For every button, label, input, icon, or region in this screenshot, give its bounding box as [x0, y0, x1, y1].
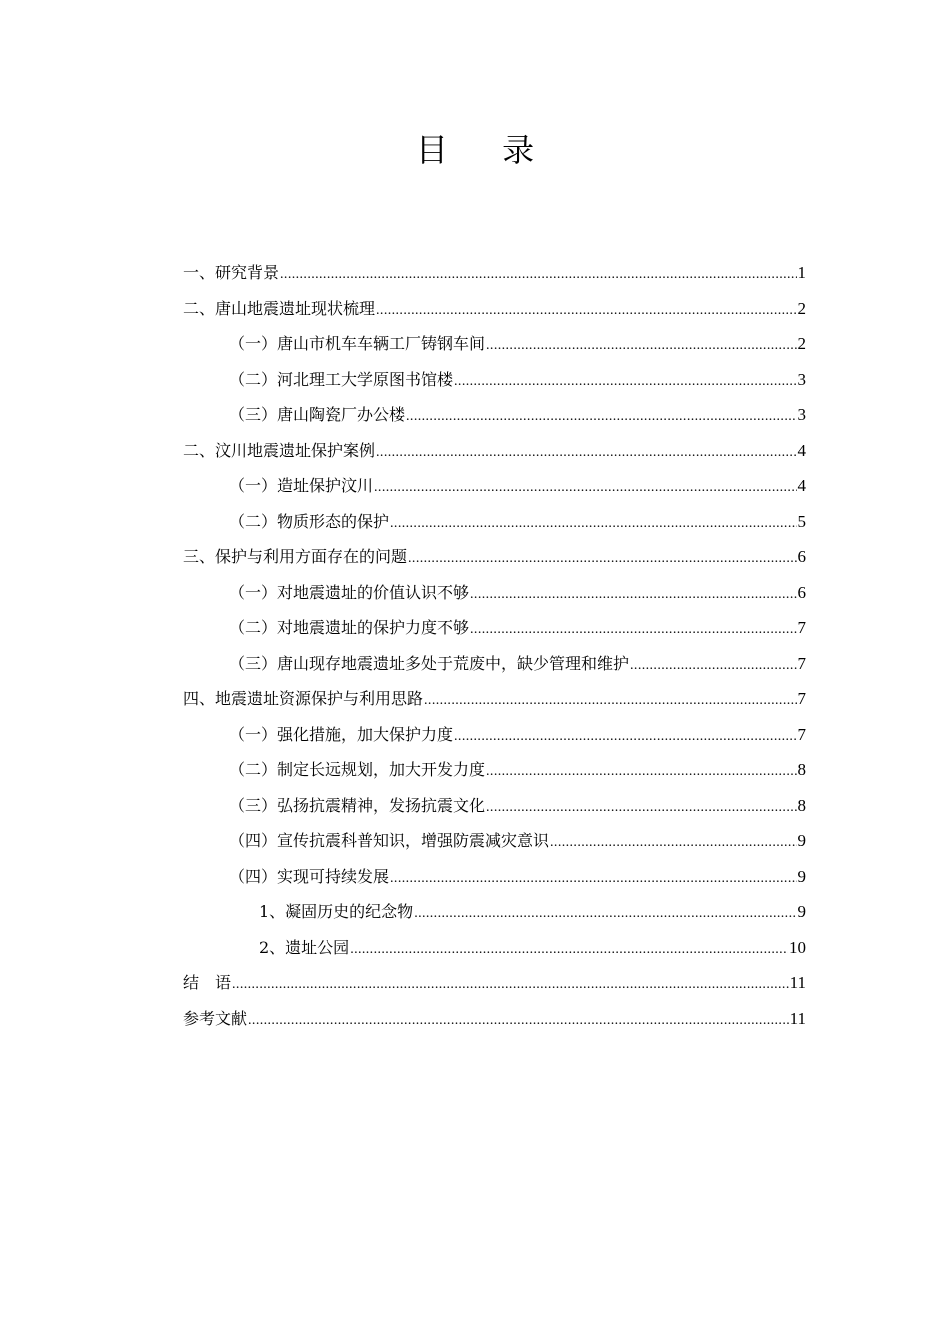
- toc-entry-page-number: 2: [797, 334, 806, 353]
- toc-dot-leader: [374, 470, 796, 506]
- toc-entry-page-number: 3: [797, 405, 806, 424]
- toc-entry-page-number: 6: [797, 582, 806, 602]
- toc-entry[interactable]: [183, 362, 806, 398]
- toc-dot-leader: [470, 577, 796, 613]
- toc-entry-label: （一）强化措施，加大保护力度: [229, 724, 454, 744]
- toc-entry-label: 二、汶川地震遗址保护案例: [183, 440, 376, 460]
- toc-entry-label: （一）造址保护汶川: [229, 476, 374, 495]
- toc-entry-label: 1、凝固历史的纪念物: [259, 902, 414, 921]
- toc-entry-page-number: 4: [797, 476, 806, 495]
- toc-entry-page-number: 3: [797, 369, 806, 389]
- toc-dot-leader: [470, 612, 796, 648]
- toc-entry-page-number: 11: [789, 973, 806, 992]
- toc-entry-page-number: 4: [797, 440, 806, 460]
- toc-dot-leader: [408, 541, 796, 577]
- toc-dot-leader: [424, 683, 796, 719]
- toc-dot-leader: [390, 506, 796, 542]
- toc-dot-leader: [550, 825, 796, 861]
- toc-entry-page-number: 7: [797, 689, 806, 708]
- toc-entry-label: （二）物质形态的保护: [229, 511, 390, 531]
- toc-entry-label: （二）制定长远规划，加大开发力度: [229, 760, 486, 779]
- toc-entry[interactable]: [183, 646, 806, 682]
- toc-entry[interactable]: [183, 539, 806, 575]
- toc-entry-label: （四）实现可持续发展: [229, 866, 390, 886]
- toc-entry-page-number: 7: [797, 724, 806, 744]
- toc-dot-leader: [280, 257, 796, 293]
- toc-entry[interactable]: [183, 930, 806, 966]
- toc-dot-leader: [486, 754, 796, 790]
- toc-dot-leader: [376, 293, 796, 329]
- toc-dot-leader: [486, 328, 796, 364]
- toc-entry-label: 二、唐山地震遗址现状梳理: [183, 298, 376, 318]
- toc-entry-page-number: 7: [797, 653, 806, 673]
- toc-entry-page-number: 8: [797, 795, 806, 815]
- toc-entry[interactable]: [183, 468, 806, 504]
- toc-entry-label: （三）弘扬抗震精神，发扬抗震文化: [229, 795, 486, 815]
- toc-entry-page-number: 9: [797, 866, 806, 886]
- toc-dot-leader: [232, 967, 789, 1003]
- table-of-contents: [183, 255, 806, 1036]
- toc-entry[interactable]: [183, 326, 806, 362]
- toc-entry-page-number: 11: [789, 1008, 806, 1028]
- toc-entry[interactable]: [183, 255, 806, 291]
- toc-entry-page-number: 6: [797, 547, 806, 566]
- toc-entry[interactable]: [183, 788, 806, 824]
- toc-entry-page-number: 10: [789, 937, 806, 957]
- toc-entry[interactable]: [183, 823, 806, 859]
- toc-entry-label: （四）宣传抗震科普知识，增强防震减灾意识: [229, 831, 550, 850]
- toc-dot-leader: [486, 790, 796, 826]
- toc-dot-leader: [406, 399, 796, 435]
- toc-dot-leader: [630, 648, 796, 684]
- toc-entry[interactable]: [183, 1001, 806, 1037]
- toc-entry-label: 参考文献: [183, 1008, 248, 1028]
- toc-dot-leader: [414, 896, 796, 932]
- toc-entry-label: （二）对地震遗址的保护力度不够: [229, 618, 470, 637]
- toc-dot-leader: [454, 719, 796, 755]
- toc-entry[interactable]: [183, 397, 806, 433]
- toc-entry[interactable]: [183, 752, 806, 788]
- toc-entry-label: 结 语: [183, 973, 232, 992]
- toc-entry[interactable]: [183, 291, 806, 327]
- toc-entry-label: （一）对地震遗址的价值认识不够: [229, 582, 470, 602]
- toc-entry-label: （三）唐山陶瓷厂办公楼: [229, 405, 406, 424]
- toc-dot-leader: [454, 364, 796, 400]
- toc-entry-label: 一、研究背景: [183, 263, 280, 282]
- toc-entry-page-number: 7: [797, 618, 806, 637]
- toc-entry-label: （二）河北理工大学原图书馆楼: [229, 369, 454, 389]
- toc-entry[interactable]: [183, 894, 806, 930]
- toc-entry[interactable]: [183, 965, 806, 1001]
- toc-entry-page-number: 9: [797, 902, 806, 921]
- toc-entry-label: 三、保护与利用方面存在的问题: [183, 547, 408, 566]
- toc-dot-leader: [390, 861, 796, 897]
- toc-dot-leader: [350, 932, 788, 968]
- toc-dot-leader: [376, 435, 796, 471]
- toc-entry-label: 2、遗址公园: [259, 937, 350, 957]
- toc-entry[interactable]: [183, 575, 806, 611]
- toc-entry[interactable]: [183, 859, 806, 895]
- toc-entry[interactable]: [183, 610, 806, 646]
- toc-entry-label: 四、地震遗址资源保护与利用思路: [183, 689, 424, 708]
- toc-entry[interactable]: [183, 433, 806, 469]
- page-title: 目 录: [415, 131, 557, 169]
- toc-entry-page-number: 1: [797, 263, 806, 282]
- toc-entry[interactable]: [183, 717, 806, 753]
- toc-entry-page-number: 8: [797, 760, 806, 779]
- toc-entry-page-number: 9: [797, 831, 806, 850]
- toc-entry-label: （三）唐山现存地震遗址多处于荒废中，缺少管理和维护: [229, 653, 630, 673]
- toc-entry-label: （一）唐山市机车车辆工厂铸钢车间: [229, 334, 486, 353]
- toc-entry-page-number: 5: [797, 511, 806, 531]
- toc-entry[interactable]: [183, 504, 806, 540]
- toc-entry[interactable]: [183, 681, 806, 717]
- toc-dot-leader: [248, 1003, 789, 1039]
- toc-entry-page-number: 2: [797, 298, 806, 318]
